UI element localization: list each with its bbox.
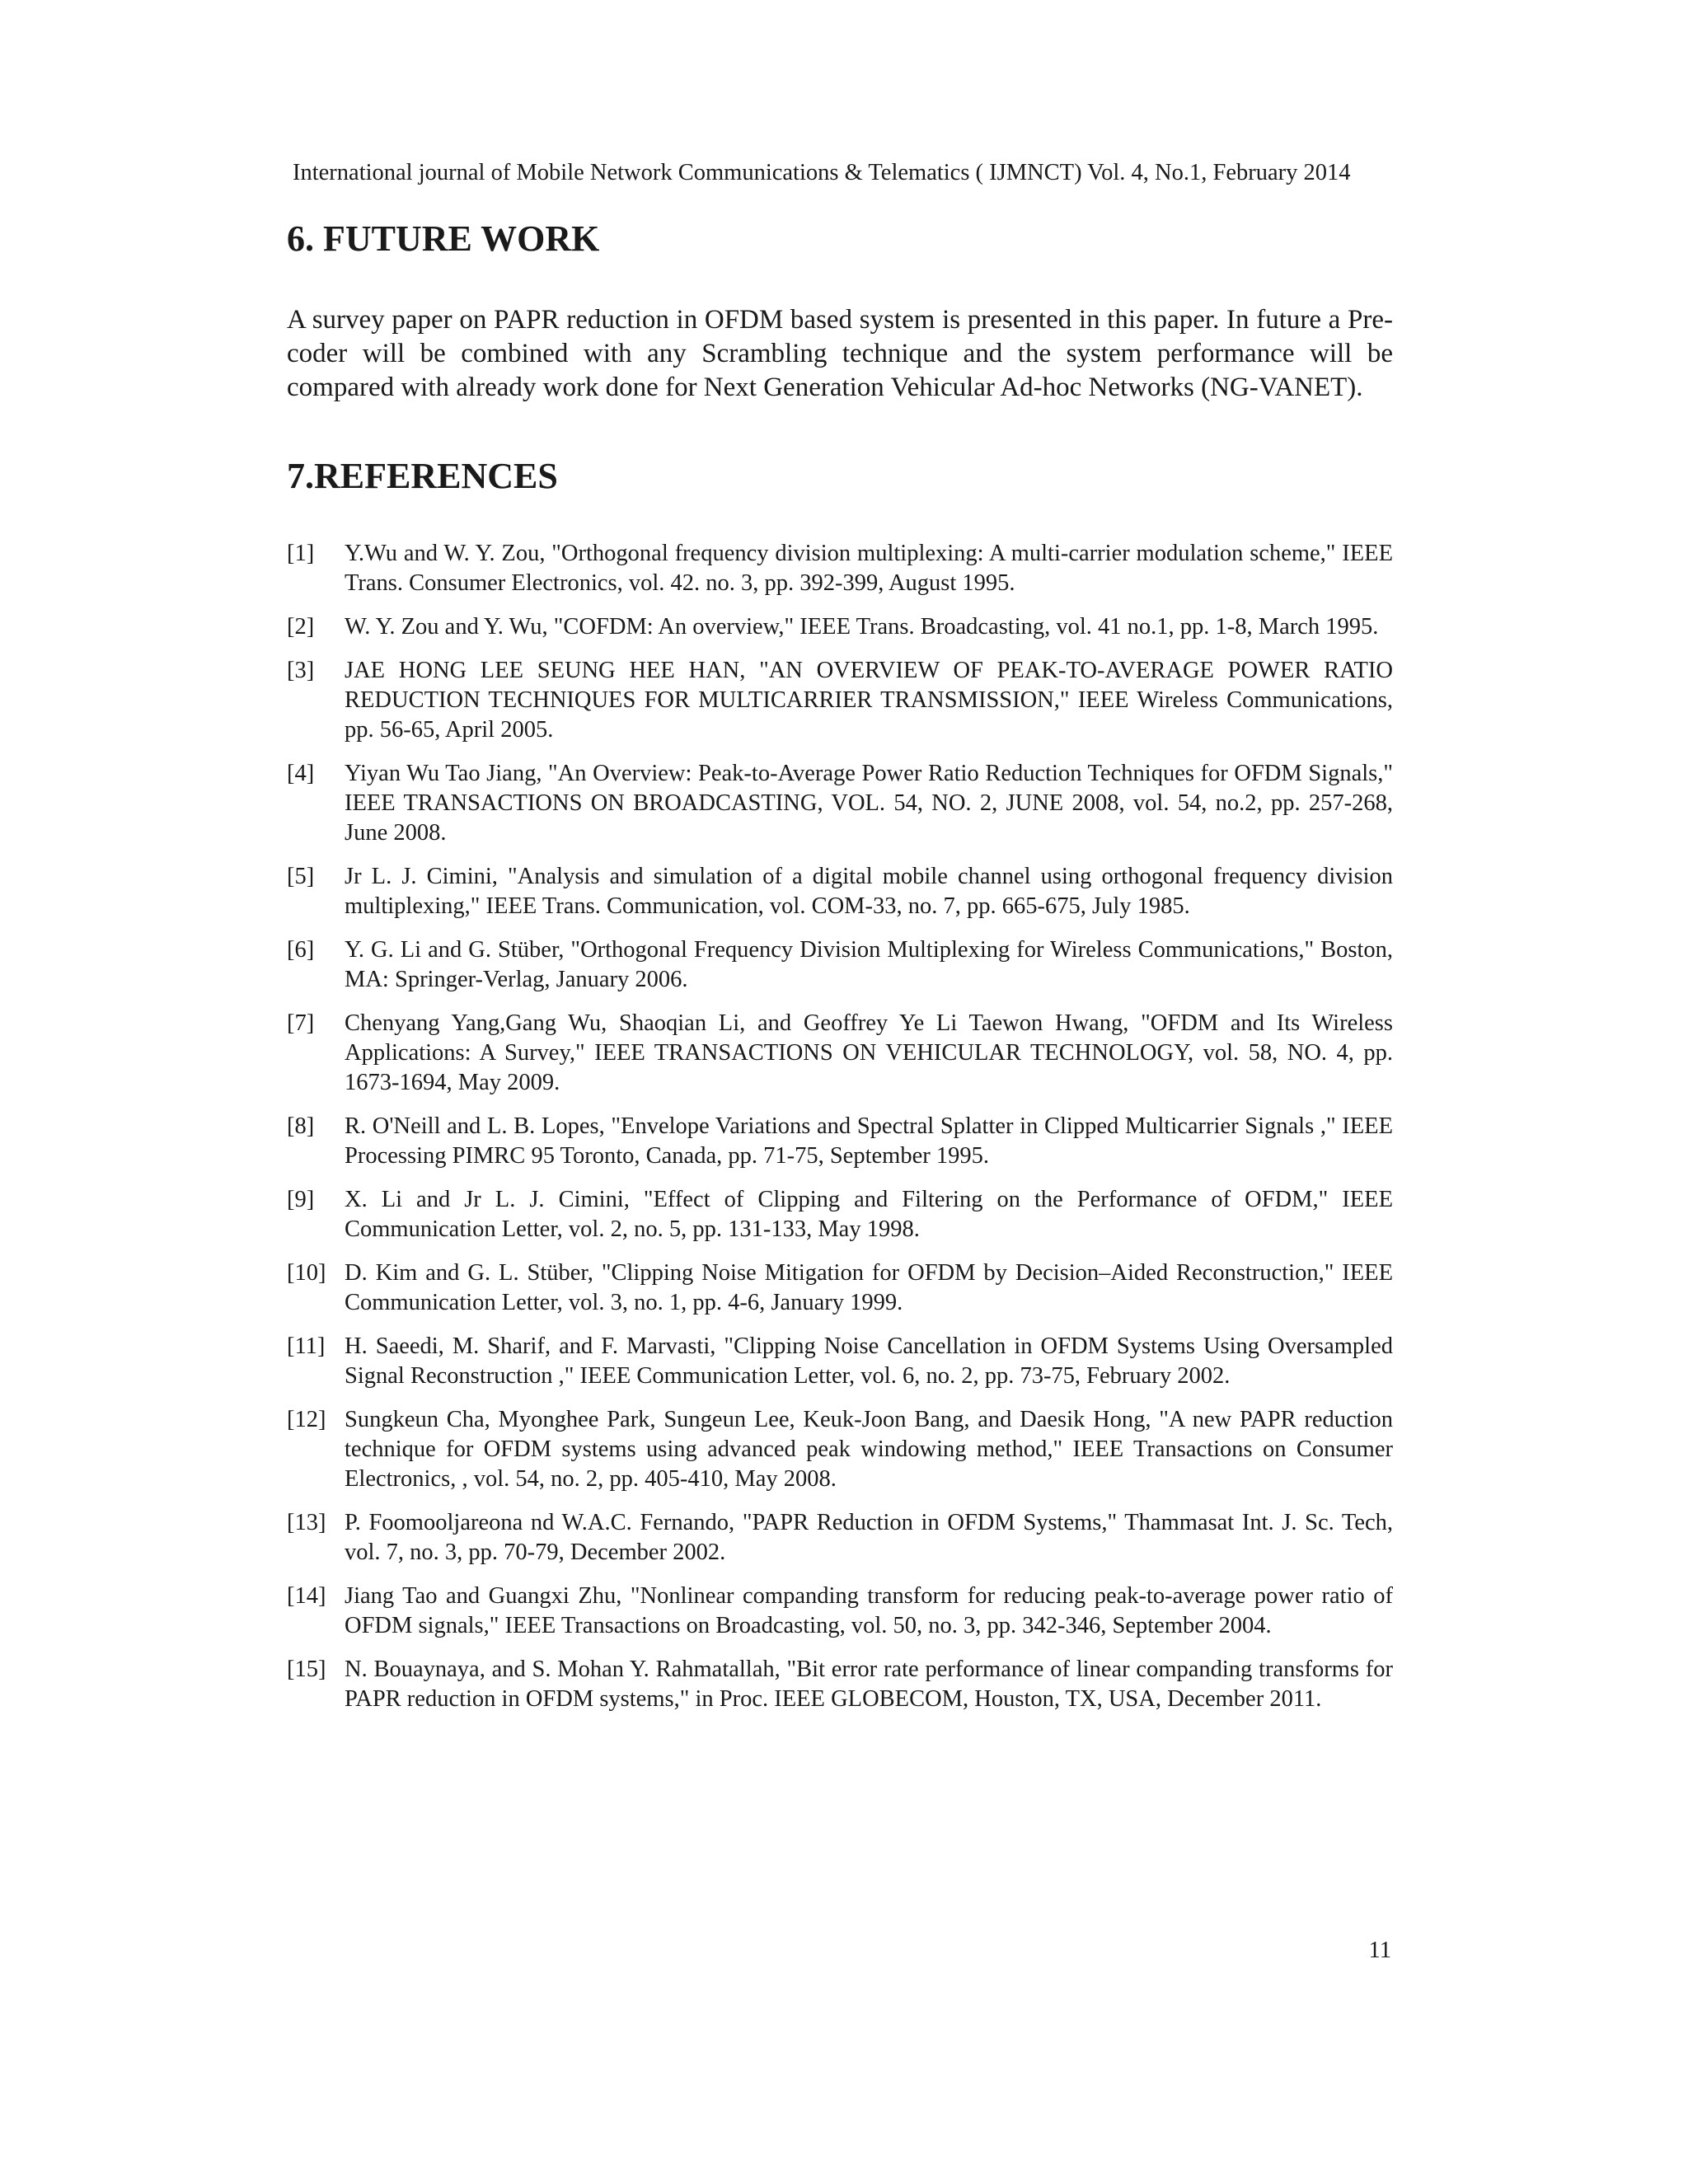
reference-item [287,1332,1393,1391]
reference-text: R. O'Neill and L. B. Lopes, "Envelope Variations and Spectral Splatter in Clipped Multicarrier Signals ," IEEE Processing PIMRC 95 Toronto, Canada, pp. 71-75, September 1995. [345,1113,1393,1169]
reference-number: [10] [287,1260,326,1286]
reference-item [287,612,1393,642]
reference-list [287,539,1393,1714]
reference-text: X. Li and Jr L. J. Cimini, "Effect of Clipping and Filtering on the Performance of OFDM," IEEE Communication Letter, vol. 2, no. 5, pp. 131-133, May 1998. [345,1187,1393,1242]
reference-text: Y.Wu and W. Y. Zou, "Orthogonal frequency division multiplexing: A multi-carrier modulation scheme," IEEE Trans. Consumer Electronics, vol. 42. no. 3, pp. 392-399, August 1995. [345,541,1393,596]
reference-number: [11] [287,1333,326,1359]
reference-number: [2] [287,614,315,640]
references-heading: 7.REFERENCES [287,456,558,496]
reference-number: [3] [287,658,315,683]
reference-item [287,1258,1393,1318]
reference-text: Yiyan Wu Tao Jiang, "An Overview: Peak-to-Average Power Ratio Reduction Techniques for OFDM Signals," IEEE TRANSACTIONS ON BROADCASTING, VOL. 54, NO. 2, JUNE 2008, vol. 54, no.2, pp. 257-268, June 2008. [345,761,1393,846]
reference-number: [12] [287,1407,326,1432]
reference-number: [4] [287,761,315,786]
reference-number: [1] [287,541,315,566]
running-header: International journal of Mobile Network Communications & Telematics ( IJMNCT) Vol. 4, No.1, February 2014 [293,160,1351,185]
reference-item [287,656,1393,745]
reference-number: [5] [287,864,315,889]
reference-item [287,935,1393,995]
reference-text: D. Kim and G. L. Stüber, "Clipping Noise Mitigation for OFDM by Decision–Aided Reconstruction," IEEE Communication Letter, vol. 3, no. 1, pp. 4-6, January 1999. [345,1260,1393,1315]
reference-text: Jr L. J. Cimini, "Analysis and simulation of a digital mobile channel using orthogonal frequency division multiplexing," IEEE Trans. Communication, vol. COM-33, no. 7, pp. 665-675, July 1985. [345,864,1393,919]
future-work-heading: 6. FUTURE WORK [287,218,600,259]
reference-item [287,759,1393,848]
reference-item [287,1655,1393,1714]
reference-number: [8] [287,1113,315,1139]
page-content [287,216,1393,1728]
page-number: 11 [1368,1938,1391,1963]
reference-text: P. Foomooljareona nd W.A.C. Fernando, "PAPR Reduction in OFDM Systems," Thammasat Int. J. Sc. Tech, vol. 7, no. 3, pp. 70-79, December 2002. [345,1510,1393,1565]
reference-text: W. Y. Zou and Y. Wu, "COFDM: An overview," IEEE Trans. Broadcasting, vol. 41 no.1, pp. 1-8, March 1995. [345,614,1379,640]
reference-text: H. Saeedi, M. Sharif, and F. Marvasti, "Clipping Noise Cancellation in OFDM Systems Using Oversampled Signal Reconstruction ," IEEE Communication Letter, vol. 6, no. 2, pp. 73-75, February 2002. [345,1333,1393,1389]
reference-item [287,1185,1393,1244]
reference-item [287,862,1393,921]
reference-item [287,1405,1393,1494]
reference-number: [13] [287,1510,326,1535]
reference-text: N. Bouaynaya, and S. Mohan Y. Rahmatallah, "Bit error rate performance of linear companding transforms for PAPR reduction in OFDM systems," in Proc. IEEE GLOBECOM, Houston, TX, USA, December 2011. [345,1657,1393,1712]
reference-text: JAE HONG LEE SEUNG HEE HAN, "AN OVERVIEW OF PEAK-TO-AVERAGE POWER RATIO REDUCTION TECHNIQUES FOR MULTICARRIER TRANSMISSION," IEEE Wireless Communications, pp. 56-65, April 2005. [345,658,1393,743]
future-work-paragraph: A survey paper on PAPR reduction in OFDM based system is presented in this paper. In future a Pre-coder will be combined with any Scrambling technique and the system performance will be compared with already work done for Next Generation Vehicular Ad-hoc Networks (NG-VANET). [287,305,1393,402]
reference-item [287,539,1393,598]
reference-text: Jiang Tao and Guangxi Zhu, "Nonlinear companding transform for reducing peak-to-average power ratio of OFDM signals," IEEE Transactions on Broadcasting, vol. 50, no. 3, pp. 342-346, September 2004. [345,1583,1393,1638]
reference-number: [7] [287,1010,315,1036]
reference-text: Y. G. Li and G. Stüber, "Orthogonal Frequency Division Multiplexing for Wireless Communications," Boston, MA: Springer-Verlag, January 2006. [345,937,1393,992]
reference-number: [14] [287,1583,326,1609]
reference-item [287,1009,1393,1098]
reference-number: [6] [287,937,315,963]
reference-item [287,1112,1393,1171]
reference-item [287,1508,1393,1568]
reference-item [287,1582,1393,1641]
reference-number: [9] [287,1187,315,1212]
reference-text: Sungkeun Cha, Myonghee Park, Sungeun Lee, Keuk-Joon Bang, and Daesik Hong, "A new PAPR reduction technique for OFDM systems using advanced peak windowing method," IEEE Transactions on Consumer Electronics, , vol. 54, no. 2, pp. 405-410, May 2008. [345,1407,1393,1492]
reference-number: [15] [287,1657,326,1682]
reference-text: Chenyang Yang,Gang Wu, Shaoqian Li, and Geoffrey Ye Li Taewon Hwang, "OFDM and Its Wireless Applications: A Survey," IEEE TRANSACTIONS ON VEHICULAR TECHNOLOGY, vol. 58, NO. 4, pp. 1673-1694, May 2009. [345,1010,1393,1095]
